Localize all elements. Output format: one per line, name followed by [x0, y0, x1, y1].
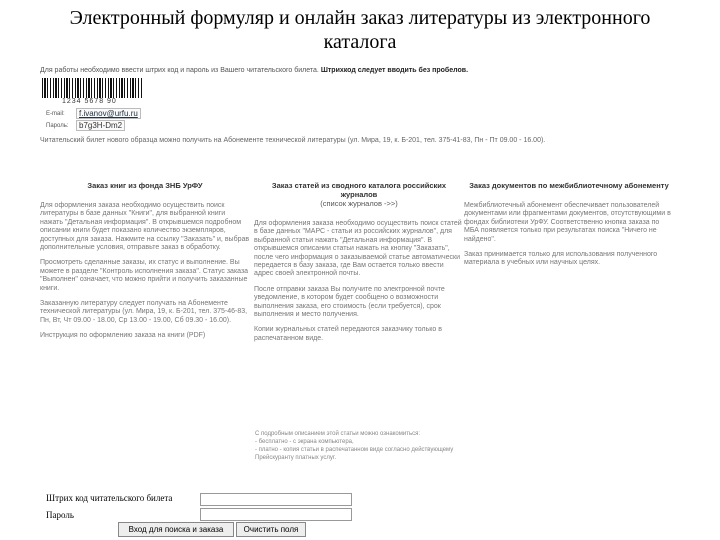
- fine-print: [255, 430, 455, 462]
- clear-button[interactable]: Очистить поля: [236, 522, 306, 537]
- barcode-input[interactable]: [200, 493, 352, 506]
- column-books-instruction-link[interactable]: Инструкция по оформлению заказа на книги (PDF): [40, 332, 206, 340]
- password-field-label: Пароль: [46, 510, 74, 520]
- column-articles-title: Заказ статей из сводного каталога российских журналов: [271, 181, 447, 199]
- column-articles-paragraph-1: Для оформления заказа необходимо осуществить поиск статей в базе данных "МАРС - статьи из российских журналов", для выбранной статьи нажать "Детальная информация". В открывшемся описании статьи нажать на кнопку "Заказать", после чего информация о заказываемой статье автоматически передается в базу заказа, где Вам остается только ввести адрес своей электронной почты.: [254, 220, 462, 278]
- password-label: Пароль:: [46, 123, 69, 129]
- password-input[interactable]: [200, 508, 352, 521]
- intro-text: [40, 67, 468, 74]
- column-ill-paragraph-2: Заказ принимается только для использования полученного материала в учебных или научных целях.: [464, 251, 658, 267]
- barcode-number: 1234 5678 90: [62, 98, 117, 105]
- column-ill: [464, 181, 674, 275]
- column-books-paragraph-2: Просмотреть сделанные заказы, их статус и выполнение. Вы можете в разделе "Контроль исполнения заказа". Статус заказа "Выполнен" означает, что можно прийти и получить заказанные книги.: [40, 259, 249, 292]
- column-books-paragraph-1: Для оформления заказа необходимо осуществить поиск литературы в базе данных "Книги", для выбранной книги нажать "Детальная информация". В открывшемся подробном описании книги будет показано количество экземпляров, доступных для заказа. Нажмите на ссылку "Заказать" и, выбрав дополнительные условия, отправьте заказ в обработку.: [40, 202, 250, 252]
- fine-print-line-1: С подробным описанием этой статьи можно ознакомиться:: [255, 431, 420, 437]
- barcode-image: [42, 78, 142, 98]
- column-books-heading: Заказ книг из фонда ЗНБ УрФУ: [87, 181, 203, 190]
- fine-print-line-3: - платно - копия статьи в распечатанном виде согласно действующему Прейскуранту платных услуг.: [255, 447, 454, 461]
- barcode-field-label: Штрих код читательского билета: [46, 493, 173, 503]
- column-articles-heading: [254, 181, 464, 208]
- column-ill-paragraph-1: Межбиблиотечный абонемент обеспечивает пользователей документами или фрагментами документов, отсутствующими в фондах библиотеки УрФУ. Соответственно кнопка заказа по МБА появляется только при результатах поиска "Ничего не найдено".: [464, 202, 671, 243]
- card-notice: Читательский билет нового образца можно получить на Абонементе технической литературы (ул. Мира, 19, к. Б-201, тел. 375-41-83, Пн - Пт 09.00 - 16.00).: [40, 137, 546, 144]
- column-books-paragraph-3: Заказанную литературу следует получать на Абонементе технической литературы (ул. Мира, 19, к. Б-201, тел. 375-46-83, Пн, Вт, Чт 09.00 - 18.00, Ср 13.00 - 19.00, Сб 09.30 - 16.00).: [40, 300, 248, 324]
- slide-title: [0, 6, 720, 54]
- email-label: E-mail:: [46, 111, 65, 117]
- column-articles-paragraph-2: После отправки заказа Вы получите по электронной почте уведомление, в котором будет сообщено о возможности выполнения заказа, его стоимость (если требуется), срок выполнения и место получения.: [254, 285, 445, 319]
- intro-instruction: Для работы необходимо ввести штрих код и пароль из Вашего читательского билета.: [40, 67, 319, 74]
- submit-button[interactable]: Вход для поиска и заказа: [118, 522, 234, 537]
- column-ill-heading: Заказ документов по межбиблиотечному абонементу: [469, 181, 669, 190]
- intro-bold-note: Штрихкод следует вводить без пробелов.: [320, 67, 469, 74]
- title-line-1: Электронный формуляр и онлайн заказ литературы из электронного: [69, 7, 651, 29]
- column-articles: [254, 181, 464, 350]
- fine-print-line-2: - бесплатно - с экрана компьютера,: [255, 439, 354, 445]
- column-articles-paragraph-3: Копии журнальных статей передаются заказчику только в распечатанном виде.: [254, 326, 442, 342]
- column-books: [40, 181, 250, 348]
- password-value: b7g3H-Dm2: [76, 120, 125, 131]
- email-value: f.ivanov@urfu.ru: [76, 108, 141, 119]
- journal-list-link[interactable]: (список журналов ->>): [320, 199, 398, 208]
- title-line-2: каталога: [323, 31, 397, 53]
